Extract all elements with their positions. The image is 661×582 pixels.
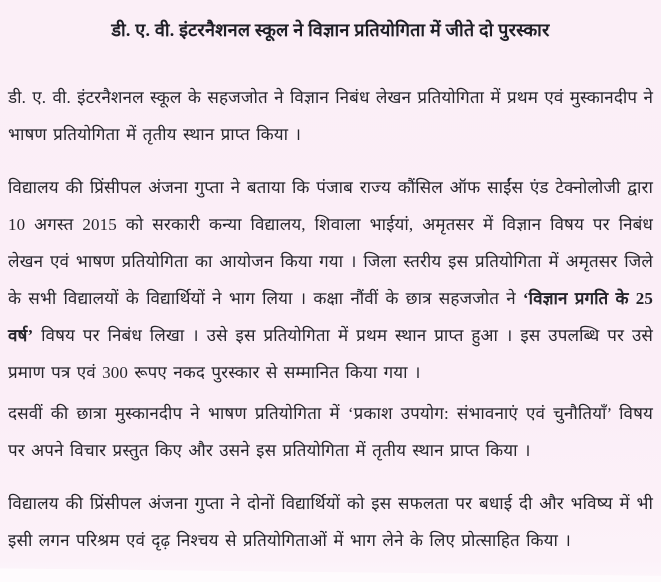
paragraph-text: डी. ए. वी. इंटरनैशनल स्कूल के सहजजोत ने विज्ञान निबंध लेखन प्रतियोगिता में प्रथम एवं मुस्कानदीप ने भाषण प्रतियोगिता में तृतीय स्थान प्राप्त किया । <box>8 88 653 144</box>
document-title: डी. ए. वी. इंटरनैशनल स्कूल ने विज्ञान प्रतियोगिता में जीते दो पुरस्कार <box>111 20 550 40</box>
paragraph-text: दसवीं की छात्रा मुस्कानदीप ने भाषण प्रतियोगिता में ‘प्रकाश उपयोग: संभावनाएं एवं चुनौतियाँ’ विषय पर अपने विचार प्रस्तुत किए और उसने इस प्रतियोगिता में तृतीय स्थान प्राप्त किया । <box>8 404 653 460</box>
paragraph-4 <box>8 485 653 559</box>
paragraph-1 <box>8 79 653 153</box>
paragraph-bold-phrase: ‘विज्ञान प्रगति के 25 वर्ष’ <box>8 289 653 345</box>
paragraph-text: विद्यालय की प्रिंसीपल अंजना गुप्ता ने बताया कि पंजाब राज्य कौंसिल ऑफ साईंस एंड टेक्नोलोजी द्वारा 10 अगस्त 2015 को सरकारी कन्या विद्यालय, शिवाला भाईयां, अमृतसर में विज्ञान विषय पर निबंध लेखन एवं भाषण प्रतियोगिता का आयोजन किया गया । जिला स्तरीय इस प्रतियोगिता में अमृतसर जिले के सभी विद्यालयों के विद्यार्थियों ने भाग लिया । कक्षा नौंवीं के छात्र सहजजोत ने <box>8 178 653 308</box>
paragraph-2 <box>8 169 653 391</box>
paragraph-text: विद्यालय की प्रिंसीपल अंजना गुप्ता ने दोनों विद्यार्थियों को इस सफलता पर बधाई दी और भविष्य में भी इसी लगन परिश्रम एवं दृढ़ निश्चय से प्रतियोगिताओं में भाग लेने के लिए प्रोत्साहित किया । <box>8 494 653 550</box>
scan-paper-edge <box>0 560 661 582</box>
paragraph-text: विषय पर निबंध लिखा । उसे इस प्रतियोगिता में प्रथम स्थान प्राप्त हुआ । इस उपलब्धि पर उसे प्रमाण पत्र एवं 300 रूपए नकद पुरस्कार से सम्मानित किया गया । <box>8 326 653 382</box>
paragraph-3 <box>8 395 653 469</box>
